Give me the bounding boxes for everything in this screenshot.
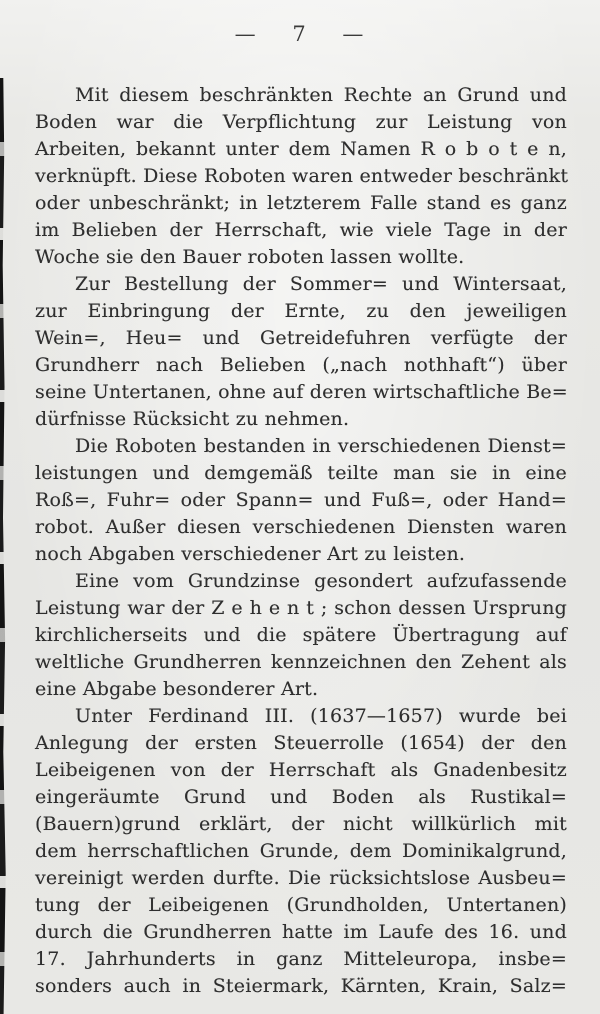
text-line: Eine vom Grundzinse gesondert aufzufassende	[75, 570, 567, 592]
text-line: Leistung war der Z e h e n t ; schon dessen Ursprung	[35, 597, 567, 619]
text-line: eingeräumte Grund und Boden als Rustikal=	[35, 786, 567, 808]
text-line: weltliche Grundherren kennzeichnen den Zehent als	[35, 651, 567, 673]
text-line: oder unbeschränkt; in letzterem Falle stand es ganz	[35, 192, 567, 214]
paragraph-5	[35, 703, 567, 1000]
text-line: 17. Jahrhunderts in ganz Mitteleuropa, insbe=	[35, 948, 567, 970]
text-line: Leibeigenen von der Herrschaft als Gnadenbesitz	[35, 759, 567, 781]
paragraph-1	[35, 82, 567, 271]
text-line: dürfnisse Rücksicht zu nehmen.	[35, 408, 350, 430]
text-line: leistungen und demgemäß teilte man sie in eine	[35, 462, 567, 484]
text-line: Mit diesem beschränkten Rechte an Grund und	[75, 84, 567, 106]
paragraph-4	[35, 568, 567, 703]
page-text-block	[35, 82, 567, 1000]
text-line: Roß=, Fuhr= oder Spann= und Fuß=, oder Hand=	[35, 489, 567, 511]
text-line: Die Roboten bestanden in verschiedenen Dienst=	[75, 435, 567, 457]
paragraph-2	[35, 271, 567, 433]
text-line: sonders auch in Steiermark, Kärnten, Krain, Salz=	[35, 975, 567, 997]
text-line: seine Untertanen, ohne auf deren wirtschaftliche Be=	[35, 381, 568, 403]
text-line: kirchlicherseits und die spätere Übertragung auf	[35, 624, 567, 646]
text-line: zur Einbringung der Ernte, zu den jeweiligen	[35, 300, 567, 322]
page-number: — 7 —	[234, 22, 366, 46]
text-line: Boden war die Verpflichtung zur Leistung von	[35, 111, 567, 133]
text-line: Anlegung der ersten Steuerrolle (1654) der den	[35, 732, 567, 754]
text-line: (Bauern)grund erklärt, der nicht willkürlich mit	[35, 813, 567, 835]
text-line: im Belieben der Herrschaft, wie viele Tage in der	[35, 219, 567, 241]
text-line: eine Abgabe besonderer Art.	[35, 678, 319, 700]
text-line: tung der Leibeigenen (Grundholden, Untertanen)	[35, 894, 567, 916]
text-line: verknüpft. Diese Roboten waren entweder beschränkt	[35, 165, 569, 187]
text-line: vereinigt werden durfte. Die rücksichtslose Ausbeu=	[35, 867, 567, 889]
text-line: Grundherr nach Belieben („nach nothhaft“) über	[35, 354, 567, 376]
text-line: Arbeiten, bekannt unter dem Namen R o b o t e n,	[35, 138, 567, 160]
text-line: Zur Bestellung der Sommer= und Wintersaat,	[75, 273, 567, 295]
text-line: Unter Ferdinand III. (1637—1657) wurde bei	[75, 705, 567, 727]
text-line: durch die Grundherren hatte im Laufe des 16. und	[35, 921, 567, 943]
text-line: Wein=, Heu= und Getreidefuhren verfügte der	[35, 327, 567, 349]
text-line: robot. Außer diesen verschiedenen Diensten waren	[35, 516, 567, 538]
text-line: noch Abgaben verschiedener Art zu leisten.	[35, 543, 466, 565]
paragraph-3	[35, 433, 567, 568]
scan-edge-artifact	[0, 78, 6, 1014]
text-line: Woche sie den Bauer roboten lassen wollte.	[35, 246, 465, 268]
text-line: dem herrschaftlichen Grunde, dem Dominikalgrund,	[35, 840, 567, 862]
